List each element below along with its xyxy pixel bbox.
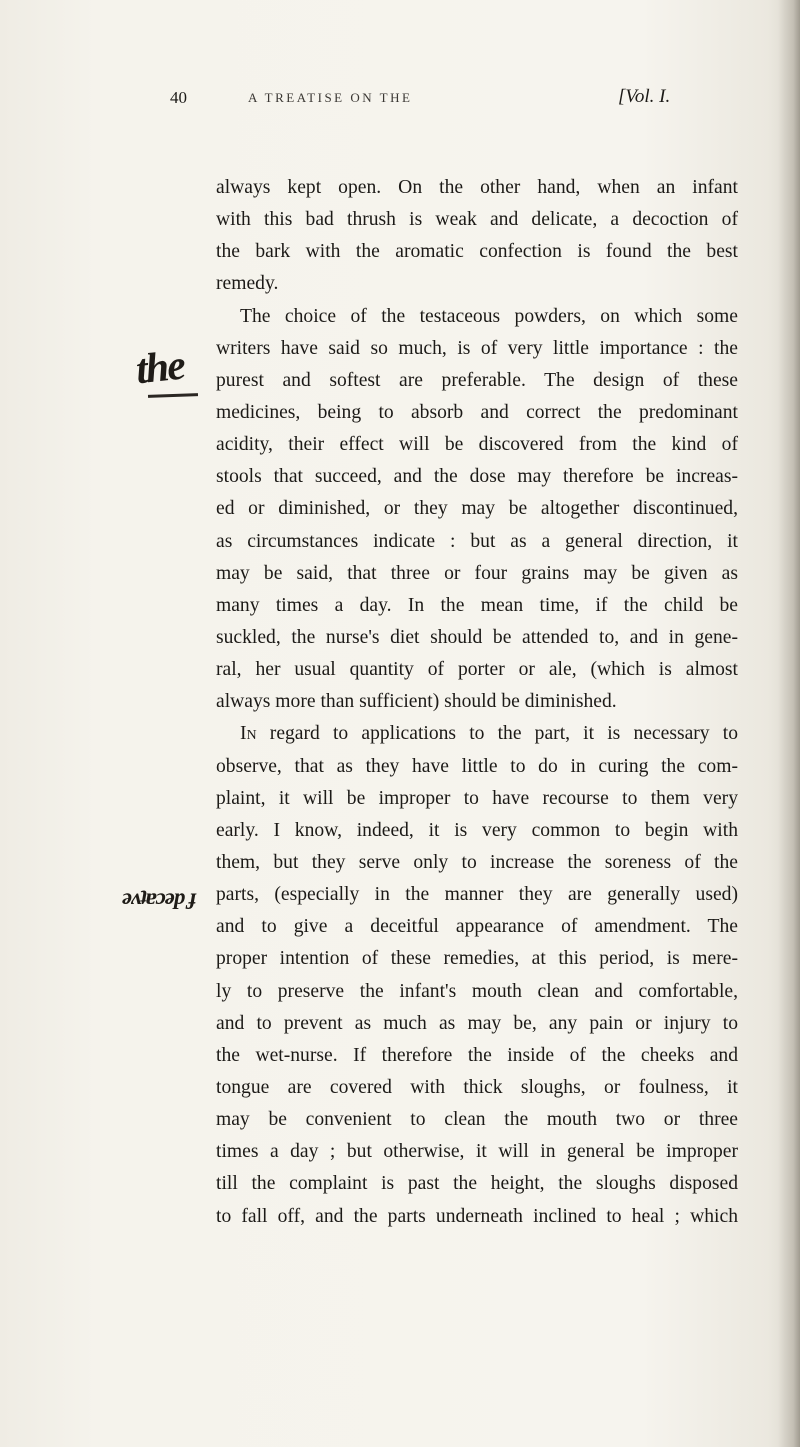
section-initial: In (240, 723, 257, 745)
running-title: A TREATISE ON THE (248, 90, 413, 105)
section-rest: regard to applications to the part, it is necessary to (256, 723, 738, 745)
text-line: acidity, their effect will be discovered from the kind of (216, 434, 738, 456)
text-line: tongue are covered with thick sloughs, or foulness, it (216, 1076, 738, 1098)
page-header (170, 88, 730, 118)
text-line: suckled, the nurse's diet should be attended to, and in gene- (216, 626, 738, 648)
text-line: stools that succeed, and the dose may therefore be increas- (216, 466, 738, 488)
text-line: remedy. (216, 273, 279, 295)
text-line: ed or diminished, or they may be altogether discontinued, (216, 498, 738, 520)
text-line: always kept open. On the other hand, when an infant (216, 177, 738, 198)
text-line: with this bad thrush is weak and delicate, a decoction of (216, 209, 738, 231)
text-line: and to prevent as much as may be, any pain or injury to (216, 1012, 738, 1034)
text-line: the bark with the aromatic confection is found the best (216, 241, 738, 263)
text-line: and to give a deceitful appearance of amendment. The (216, 916, 738, 938)
text-line: may be convenient to clean the mouth two or three (216, 1109, 738, 1131)
margin-annotation-inverted: ǝʌʇɐɔǝp ɟ (122, 884, 195, 909)
text-line: always more than sufficient) should be diminished. (216, 691, 617, 713)
text-line: them, but they serve only to increase the soreness of the (216, 851, 738, 873)
text-line section-start (216, 718, 738, 750)
text-line: till the complaint is past the height, the sloughs disposed (216, 1173, 738, 1195)
text-line: The choice of the testaceous powders, on which some (240, 305, 738, 327)
text-line: times a day ; but otherwise, it will in general be improper (216, 1141, 738, 1163)
page-number: 40 (170, 88, 187, 107)
margin-annotation-underline (148, 393, 198, 398)
volume-mark: [Vol. I. (618, 86, 671, 107)
text-line: may be said, that three or four grains may be given as (216, 562, 738, 584)
text-line: parts, (especially in the manner they are generally used) (216, 884, 738, 906)
text-line: ral, her usual quantity of porter or ale, (which is almost (216, 659, 738, 681)
margin-annotation-handwritten: the (133, 342, 186, 394)
text-line: plaint, it will be improper to have recourse to them very (216, 787, 738, 809)
text-line: medicines, being to absorb and correct the predominant (216, 401, 738, 423)
text-line: ly to preserve the infant's mouth clean and comfortable, (216, 980, 738, 1002)
text-line: as circumstances indicate : but as a general direction, it (216, 530, 738, 552)
body-text (216, 172, 738, 1233)
text-line: to fall off, and the parts underneath inclined to heal ; which (216, 1205, 738, 1227)
text-line: observe, that as they have little to do in curing the com- (216, 755, 738, 777)
text-line: early. I know, indeed, it is very common to begin with (216, 819, 738, 841)
text-line: purest and softest are preferable. The design of these (216, 369, 738, 391)
page-edge-shadow (778, 0, 800, 1447)
text-line: many times a day. In the mean time, if the child be (216, 594, 738, 616)
text-line: writers have said so much, is of very little importance : the (216, 337, 738, 359)
text-line: the wet-nurse. If therefore the inside of the cheeks and (216, 1044, 738, 1066)
text-line: proper intention of these remedies, at this period, is mere- (216, 948, 738, 970)
